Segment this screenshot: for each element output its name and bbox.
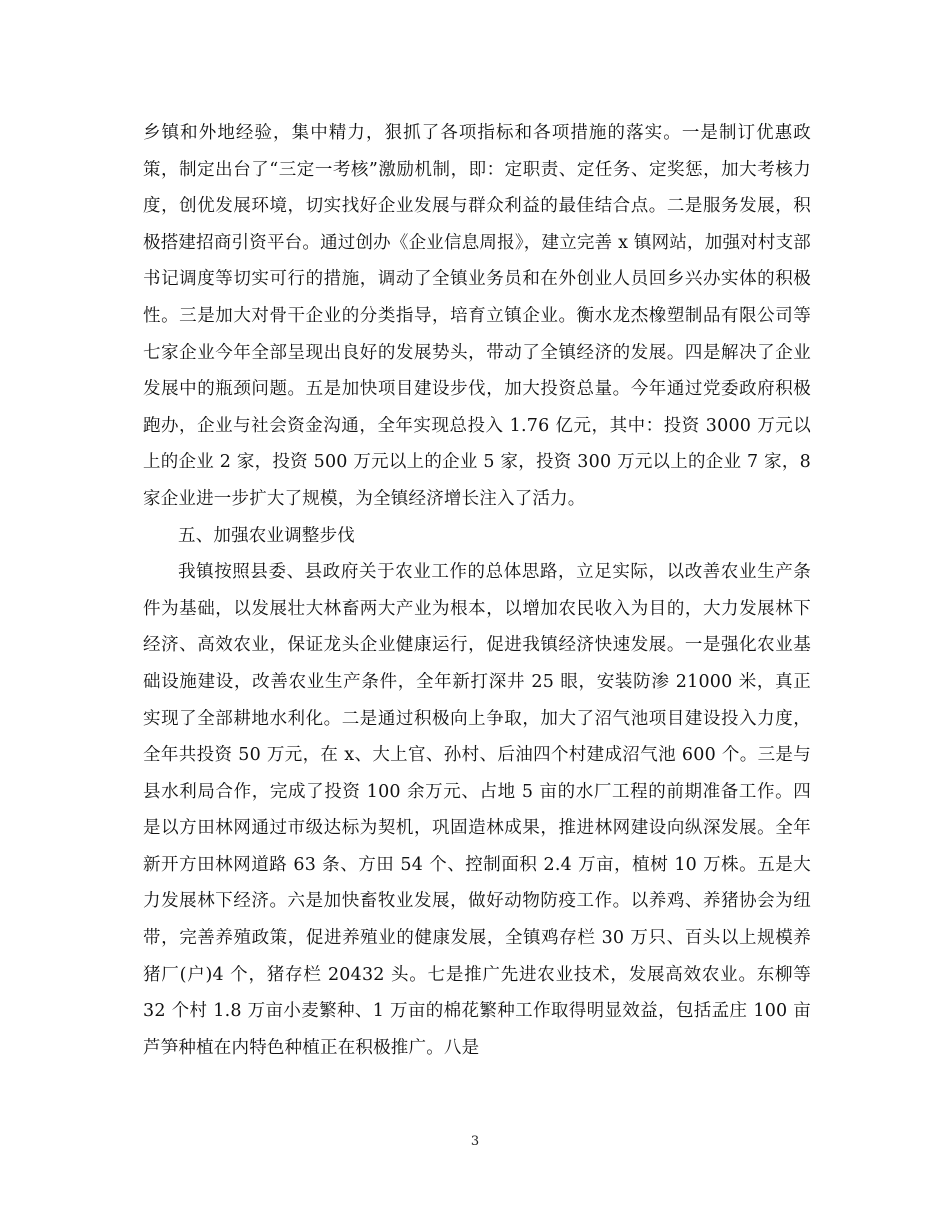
paragraph-agriculture: 我镇按照县委、县政府关于农业工作的总体思路，立足实际，以改善农业生产条件为基础，以发展壮大林畜两大产业为根本，以增加农民收入为目的，大力发展林下经济、高效农业，保证龙头企业健康运行，促进我镇经济快速发展。一是强化农业基础设施建设，改善农业生产条件，全年新打深井 25 眼，安装防渗 21000 米，真正实现了全部耕地水利化。二是通过积极向上争取，加大了沼气池项目建设投入力度，全年共投资 50 万元，在 x、大上官、孙村、后油四个村建成沼气池 600 个。三是与县水利局合作，完成了投资 100 余万元、占地 5 亩的水厂工程的前期准备工作。四是以方田林网通过市级达标为契机，巩固造林成果，推进林网建设向纵深发展。全年新开方田林网道路 63 条、方田 54 个、控制面积 2.4 万亩，植树 10 万株。五是大力发展林下经济。六是加快畜牧业发展，做好动物防疫工作。以养鸡、养猪协会为纽带，完善养殖政策，促进养殖业的健康发展，全镇鸡存栏 30 万只、百头以上规模养猪厂(户)4 个，猪存栏 20432 头。七是推广先进农业技术，发展高效农业。东柳等 32 个村 1.8 万亩小麦繁种、1 万亩的棉花繁种工作取得明显效益，包括孟庄 100 亩芦笋种植在内特色种植正在积极推广。八是 — [143, 562, 811, 1058]
section-heading: 五、加强农业调整步伐 — [178, 525, 355, 546]
body-text — [143, 115, 811, 1066]
paragraph-continued: 乡镇和外地经验，集中精力，狠抓了各项指标和各项措施的落实。一是制订优惠政策，制定出台了“三定一考核”激励机制，即：定职责、定任务、定奖惩，加大考核力度，创优发展环境，切实找好企业发展与群众利益的最佳结合点。二是服务发展，积极搭建招商引资平台。通过创办《企业信息周报》，建立完善 x 镇网站，加强对村支部书记调度等切实可行的措施，调动了全镇业务员和在外创业人员回乡兴办实体的积极性。三是加大对骨干企业的分类指导，培育立镇企业。衡水龙杰橡塑制品有限公司等七家企业今年全部呈现出良好的发展势头，带动了全镇经济的发展。四是解决了企业发展中的瓶颈问题。五是加快项目建设步伐，加大投资总量。今年通过党委政府积极跑办，企业与社会资金沟通，全年实现总投入 1.76 亿元，其中：投资 3000 万元以上的企业 2 家，投资 500 万元以上的企业 5 家，投资 300 万元以上的企业 7 家，8 家企业进一步扩大了规模，为全镇经济增长注入了活力。 — [143, 123, 811, 509]
page-number: 3 — [470, 1134, 480, 1149]
